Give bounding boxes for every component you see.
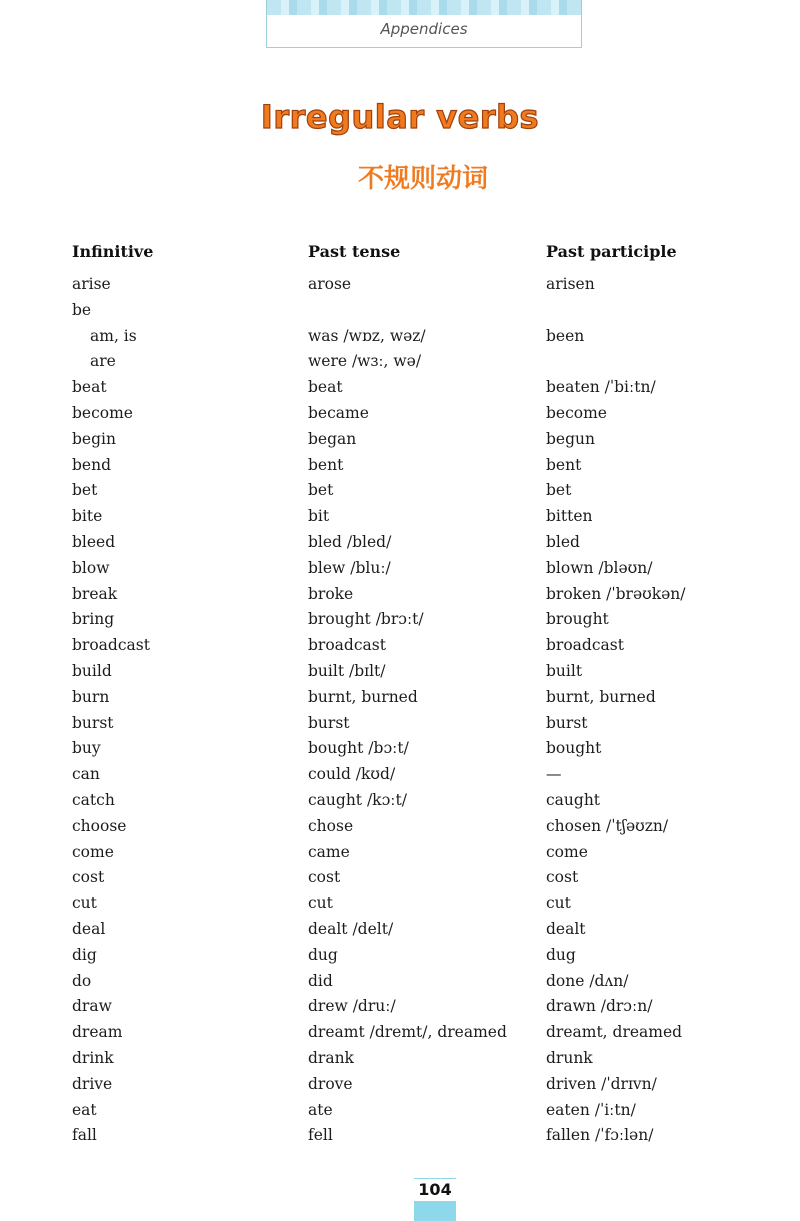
infinitive-column <box>72 272 150 1149</box>
verb-past-tense: chose <box>308 816 354 835</box>
verb-past-tense: dug <box>308 945 338 964</box>
verb-past-participle: blown /bləʊn/ <box>546 558 653 577</box>
page-subtitle: 不规则动词 <box>357 164 488 194</box>
verb-past-tense: drew /druː/ <box>308 997 396 1016</box>
verb-past-participle <box>546 298 686 324</box>
verb-infinitive: do <box>72 971 92 990</box>
verb-past-participle: drawn /drɔːn/ <box>546 997 653 1016</box>
verb-infinitive: dream <box>72 1023 123 1042</box>
verb-past-participle: drunk <box>546 1048 593 1067</box>
verb-past-participle: bought <box>546 739 602 758</box>
verb-past-participle: fallen /ˈfɔːlən/ <box>546 1126 654 1145</box>
verb-infinitive: build <box>72 661 112 680</box>
verb-past-participle: burnt, burned <box>546 687 656 706</box>
verb-infinitive: burn <box>72 687 110 706</box>
verb-past-tense: were /wɜː, wə/ <box>308 352 422 371</box>
verb-infinitive: bleed <box>72 532 116 551</box>
verb-past-participle: dealt <box>546 919 586 938</box>
verb-past-tense: burst <box>308 713 350 732</box>
section-label: Appendices <box>380 20 468 38</box>
column-header-infinitive: Infinitive <box>72 242 154 261</box>
verb-past-tense: bent <box>308 455 344 474</box>
column-header-past-participle: Past participle <box>546 242 677 261</box>
verb-infinitive: drive <box>72 1074 113 1093</box>
verb-infinitive: blow <box>72 558 110 577</box>
verb-past-participle: beaten /ˈbiːtn/ <box>546 378 656 397</box>
verb-past-participle: dug <box>546 945 576 964</box>
column-header-past-tense: Past tense <box>308 242 401 261</box>
verb-past-tense: bled /bled/ <box>308 532 392 551</box>
verb-past-participle: cut <box>546 894 571 913</box>
verb-past-tense: built /bɪlt/ <box>308 661 386 680</box>
verb-past-tense: cost <box>308 868 341 887</box>
verb-past-tense: fell <box>308 1126 333 1145</box>
verb-past-tense: bit <box>308 507 330 526</box>
verb-past-participle: chosen /ˈtʃəʊzn/ <box>546 816 669 835</box>
verb-infinitive: begin <box>72 429 116 448</box>
verb-infinitive: eat <box>72 1100 97 1119</box>
verb-infinitive: burst <box>72 713 114 732</box>
verb-past-tense: beat <box>308 378 343 397</box>
verb-past-participle <box>546 349 686 375</box>
verb-past-tense: came <box>308 842 350 861</box>
verb-past-participle: begun <box>546 429 595 448</box>
verb-past-tense: burnt, burned <box>308 687 418 706</box>
verb-past-participle: eaten /ˈiːtn/ <box>546 1100 636 1119</box>
verb-past-participle: dreamt, dreamed <box>546 1023 683 1042</box>
verb-past-participle: broken /ˈbrəʊkən/ <box>546 584 686 603</box>
verb-infinitive: fall <box>72 1126 97 1145</box>
verb-infinitive: cost <box>72 868 105 887</box>
verb-infinitive: be <box>72 300 92 319</box>
verb-past-tense: broke <box>308 584 354 603</box>
verb-past-tense: broadcast <box>308 636 386 655</box>
verb-infinitive: bring <box>72 610 115 629</box>
verb-past-tense: drank <box>308 1048 354 1067</box>
verb-past-tense: dealt /delt/ <box>308 919 394 938</box>
verb-past-participle: been <box>546 326 585 345</box>
verb-past-participle: bet <box>546 481 572 500</box>
verb-past-tense: arose <box>308 275 352 293</box>
past-tense-column <box>308 272 507 1149</box>
past-participle-column <box>546 272 686 1149</box>
verb-infinitive: dig <box>72 945 97 964</box>
verb-past-tense: bet <box>308 481 334 500</box>
page-title: Irregular verbs <box>260 98 540 136</box>
verb-past-tense: dreamt /dremt/, dreamed <box>308 1023 507 1042</box>
verb-past-participle: burst <box>546 713 588 732</box>
verb-infinitive: bet <box>72 481 98 500</box>
verb-past-tense: ate <box>308 1100 333 1119</box>
verb-infinitive: break <box>72 584 118 603</box>
verb-past-tense <box>308 298 507 324</box>
header-decoration <box>267 0 581 15</box>
verb-past-participle: brought <box>546 610 609 629</box>
verb-infinitive: bite <box>72 507 103 526</box>
verb-infinitive: buy <box>72 739 101 758</box>
verb-past-tense: became <box>308 403 369 422</box>
verb-infinitive: cut <box>72 894 97 913</box>
verb-infinitive: beat <box>72 378 107 397</box>
verb-past-tense: bought /bɔːt/ <box>308 739 409 758</box>
verb-infinitive: arise <box>72 275 111 293</box>
verb-infinitive: come <box>72 842 114 861</box>
verb-past-tense: did <box>308 971 333 990</box>
verb-infinitive: are <box>90 352 116 371</box>
verb-past-participle: built <box>546 661 583 680</box>
verb-past-participle: broadcast <box>546 636 624 655</box>
verb-infinitive: deal <box>72 919 106 938</box>
verb-infinitive: am, is <box>90 326 137 345</box>
verb-past-participle: cost <box>546 868 579 887</box>
verb-past-tense: cut <box>308 894 333 913</box>
verb-infinitive: bend <box>72 455 111 474</box>
verb-past-participle: bent <box>546 455 582 474</box>
verb-past-participle: bitten <box>546 507 593 526</box>
verb-past-participle: become <box>546 403 607 422</box>
verb-past-tense: drove <box>308 1074 353 1093</box>
verb-past-tense: caught /kɔːt/ <box>308 790 407 809</box>
verb-infinitive: draw <box>72 997 112 1016</box>
verb-past-participle: — <box>546 765 562 784</box>
verb-past-tense: could /kʊd/ <box>308 765 396 784</box>
verb-past-participle: arisen <box>546 275 595 293</box>
verb-infinitive: broadcast <box>72 636 150 655</box>
verb-past-participle: bled <box>546 532 580 551</box>
page-number: 104 <box>414 1179 456 1201</box>
verb-past-participle: come <box>546 842 588 861</box>
verb-past-participle: done /dʌn/ <box>546 971 629 990</box>
verb-infinitive: catch <box>72 790 115 809</box>
verb-past-participle: driven /ˈdrɪvn/ <box>546 1074 657 1093</box>
verb-past-tense: began <box>308 429 357 448</box>
verb-past-participle: caught <box>546 790 601 809</box>
section-header <box>266 0 582 48</box>
verb-infinitive: can <box>72 765 100 784</box>
verb-past-tense: blew /bluː/ <box>308 558 391 577</box>
page-number-tab <box>414 1178 456 1221</box>
verb-infinitive: drink <box>72 1048 114 1067</box>
verb-infinitive: choose <box>72 816 127 835</box>
verb-past-tense: brought /brɔːt/ <box>308 610 424 629</box>
verb-infinitive: become <box>72 403 133 422</box>
verb-past-tense: was /wɒz, wəz/ <box>308 326 426 345</box>
